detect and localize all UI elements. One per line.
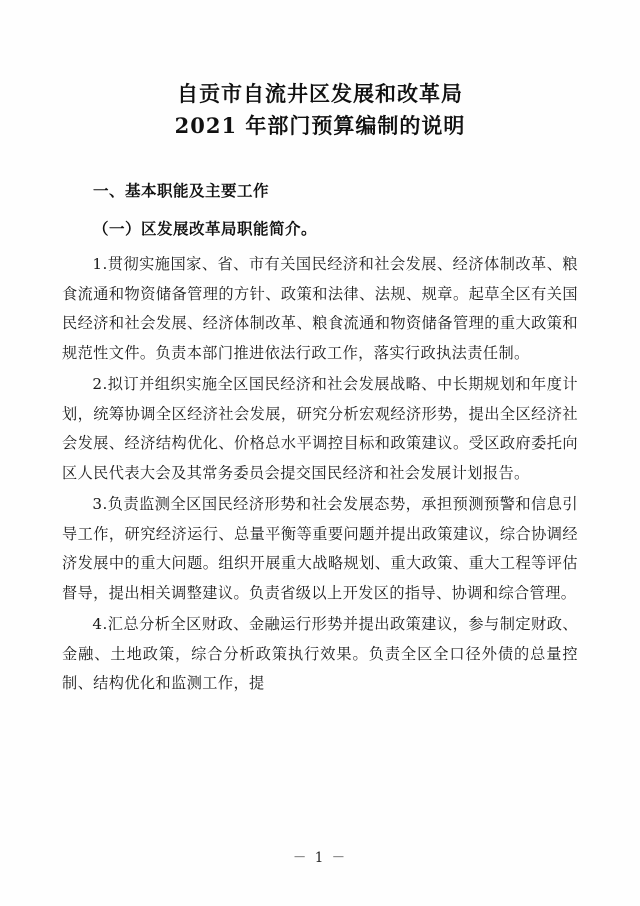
section-heading: 一、基本职能及主要工作 (93, 181, 270, 200)
document-title (62, 78, 578, 142)
body-paragraph-3: 3.负责监测全区国民经济形势和社会发展态势，承担预测预警和信息引导工作，研究经济运行、总量平衡等重要问题并提出政策建议，综合协调经济发展中的重大问题。组织开展重大战略规划、重大政策、重大工程等评估督导，提出相关调整建议。负责省级以上开发区的指导、协调和综合管理。 (62, 495, 578, 602)
page-number: － 1 － (292, 850, 348, 866)
subsection-heading: （一）区发展改革局职能简介。 (93, 219, 318, 238)
body-paragraph-2: 2.拟订并组织实施全区国民经济和社会发展战略、中长期规划和年度计划，统筹协调全区经济社会发展，研究分析宏观经济形势，提出全区经济社会发展、经济结构优化、价格总水平调控目标和政策建议。受区政府委托向区人民代表大会及其常务委员会提交国民经济和社会发展计划报告。 (62, 375, 578, 482)
title-line-1: 自贡市自流井区发展和改革局 (177, 81, 463, 106)
title-line-2: 2021 年部门预算编制的说明 (174, 113, 466, 138)
body-paragraph-4: 4.汇总分析全区财政、金融运行形势并提出政策建议，参与制定财政、金融、土地政策，综合分析政策执行效果。负责全区全口径外债的总量控制、结构优化和监测工作，提 (62, 615, 578, 692)
body-paragraph-1: 1.贯彻实施国家、省、市有关国民经济和社会发展、经济体制改革、粮食流通和物资储备管理的方针、政策和法律、法规、规章。起草全区有关国民经济和社会发展、经济体制改革、粮食流通和物资储备管理的重大政策和规范性文件。负责本部门推进依法行政工作，落实行政执法责任制。 (62, 255, 578, 362)
